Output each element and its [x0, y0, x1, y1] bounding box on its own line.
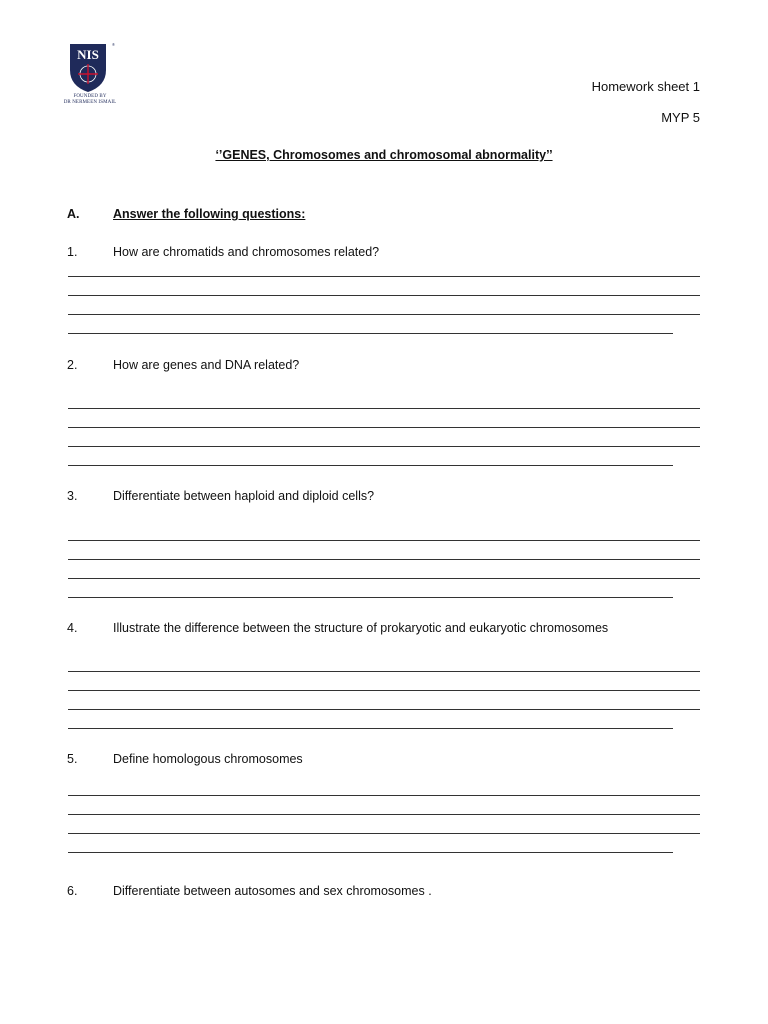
question-3 [67, 489, 374, 503]
question-text: How are genes and DNA related? [113, 358, 300, 372]
grade-level-label: MYP 5 [661, 110, 700, 125]
question-text: Illustrate the difference between the structure of prokaryotic and eukaryotic chromosomes [113, 621, 609, 635]
answer-line[interactable] [68, 559, 700, 560]
question-number: 4. [67, 621, 78, 635]
question-text: Define homologous chromosomes [113, 752, 303, 766]
question-2 [67, 358, 299, 372]
answer-line[interactable] [68, 671, 700, 672]
question-5 [67, 752, 303, 766]
answer-line[interactable] [68, 833, 700, 834]
answer-line[interactable] [68, 540, 700, 541]
logo-text: NIS [77, 47, 99, 62]
answer-line[interactable] [68, 427, 700, 428]
answer-line[interactable] [68, 578, 700, 579]
question-number: 2. [67, 358, 78, 372]
section-letter: A. [67, 207, 80, 221]
question-text: How are chromatids and chromosomes related? [113, 245, 380, 259]
logo-caption-line2: DR NERMEEN ISMAIL [63, 100, 117, 105]
answer-line[interactable] [68, 795, 700, 796]
answer-line[interactable] [68, 408, 700, 409]
question-number: 5. [67, 752, 78, 766]
answer-line[interactable] [68, 333, 673, 334]
svg-text:®: ® [112, 42, 115, 47]
answer-line[interactable] [68, 728, 673, 729]
section-heading [67, 207, 305, 221]
answer-line[interactable] [68, 465, 673, 466]
answer-line[interactable] [68, 709, 700, 710]
answer-line[interactable] [68, 314, 700, 315]
section-title: Answer the following questions: [113, 207, 306, 221]
shield-emblem-icon [58, 40, 122, 96]
answer-line[interactable] [68, 276, 700, 277]
question-text: Differentiate between autosomes and sex chromosomes . [113, 884, 432, 898]
question-6 [67, 884, 432, 898]
document-title: ‘’GENES, Chromosomes and chromosomal abnormality’’ [215, 148, 553, 162]
question-1 [67, 245, 379, 259]
answer-line[interactable] [68, 814, 700, 815]
answer-line[interactable] [68, 690, 700, 691]
question-text: Differentiate between haploid and diploid cells? [113, 489, 375, 503]
answer-line[interactable] [68, 852, 673, 853]
answer-line[interactable] [68, 295, 700, 296]
question-number: 3. [67, 489, 78, 503]
question-4 [67, 621, 608, 635]
logo-caption [55, 94, 125, 106]
question-number: 6. [67, 884, 78, 898]
answer-line[interactable] [68, 446, 700, 447]
logo-caption-line1: FOUNDED BY [73, 94, 107, 99]
question-number: 1. [67, 245, 78, 259]
answer-line[interactable] [68, 597, 673, 598]
homework-sheet-label: Homework sheet 1 [591, 79, 700, 94]
